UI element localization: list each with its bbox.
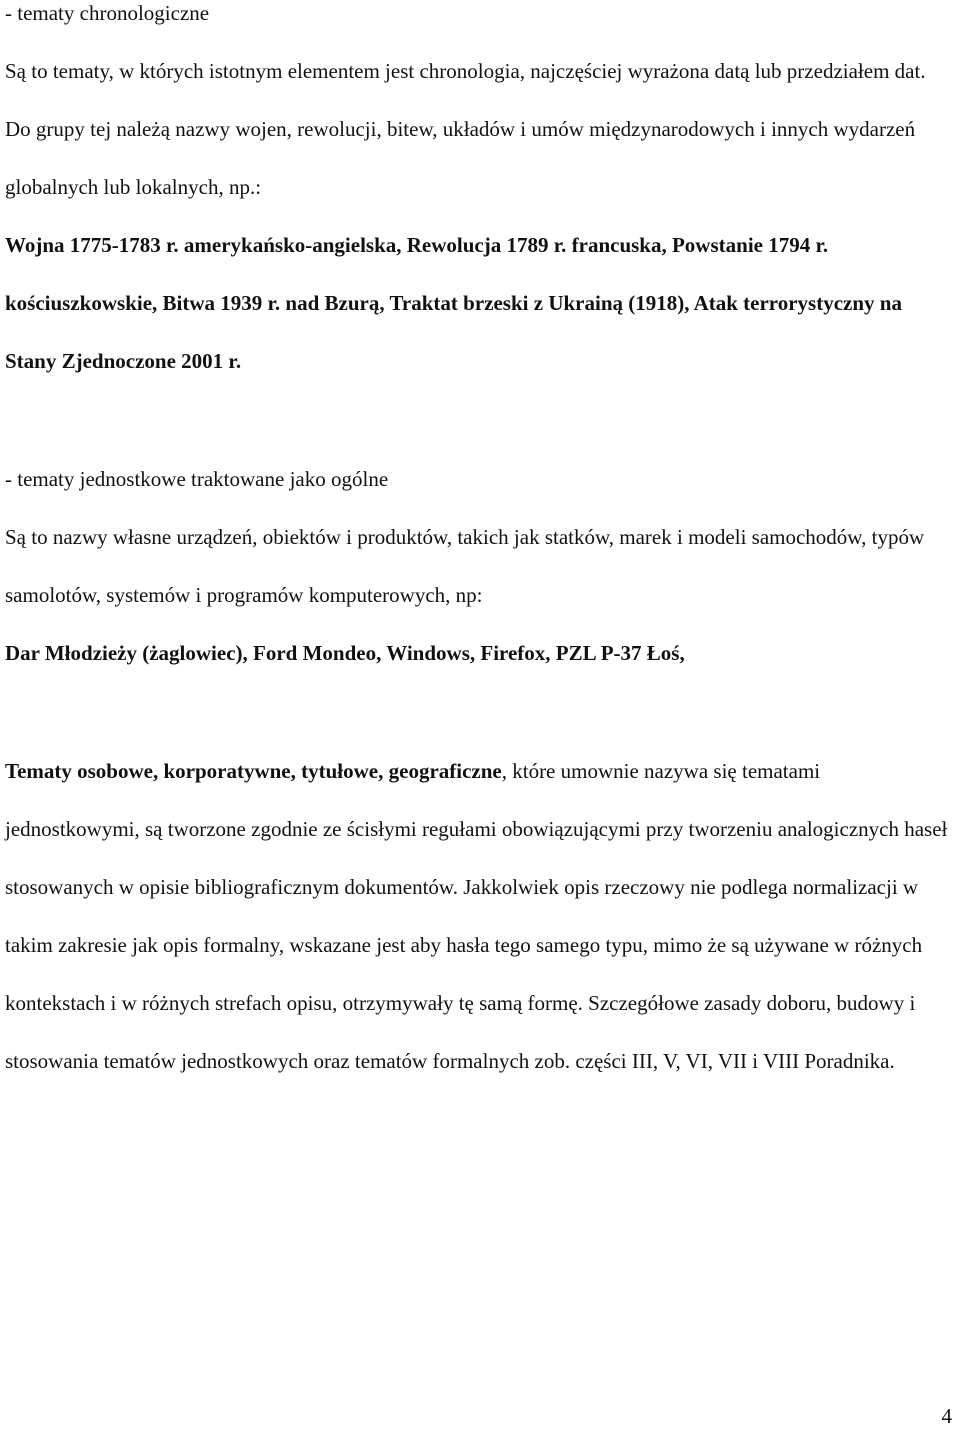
paragraph-chronological-intro: Są to tematy, w których istotnym elementem jest chronologia, najczęściej wyrażona datą lub przedziałem dat. Do grupy tej należą nazwy wojen, rewolucji, bitew, układów i umów międzynarodowych i innych wydarzeń globalnych lub lokalnych, np.: <box>5 59 926 199</box>
page-number: 4 <box>941 1404 952 1428</box>
paragraph-chronological-examples: Wojna 1775-1783 r. amerykańsko-angielska, Rewolucja 1789 r. francuska, Powstanie 1794 r. kościuszkowskie, Bitwa 1939 r. nad Bzurą, Traktat brzeski z Ukrainą (1918), Atak terrorystyczny na Stany Zjednoczone 2001 r. <box>5 233 902 373</box>
bold-lead-text: Tematy osobowe, korporatywne, tytułowe, geograficzne <box>5 759 502 783</box>
paragraph-other-topics <box>5 742 953 1090</box>
section-heading-individual: - tematy jednostkowe traktowane jako ogólne <box>5 467 389 491</box>
paragraph-body-text: , które umownie nazywa się tematami jednostkowymi, są tworzone zgodnie ze ścisłymi regułami obowiązującymi przy tworzeniu analogicznych haseł stosowanych w opisie bibliograficznym dokumentów. Jakkolwiek opis rzeczowy nie podlega normalizacji w takim zakresie jak opis formalny, wskazane jest aby hasła tego samego typu, mimo że są używane w różnych kontekstach i w różnych strefach opisu, otrzymywały tę samą formę. Szczegółowe zasady doboru, budowy i stosowania tematów jednostkowych oraz tematów formalnych zob. części III, V, VI, VII i VIII Poradnika. <box>5 759 948 1073</box>
section-heading-chronological: - tematy chronologiczne <box>5 1 210 25</box>
paragraph-individual-examples: Dar Młodzieży (żaglowiec), Ford Mondeo, Windows, Firefox, PZL P-37 Łoś, <box>5 641 685 665</box>
section-individual <box>5 450 953 682</box>
paragraph-individual-intro: Są to nazwy własne urządzeń, obiektów i produktów, takich jak statków, marek i modeli samochodów, typów samolotów, systemów i programów komputerowych, np: <box>5 525 925 607</box>
section-other-topics <box>5 742 953 1090</box>
section-chronological <box>5 0 953 390</box>
